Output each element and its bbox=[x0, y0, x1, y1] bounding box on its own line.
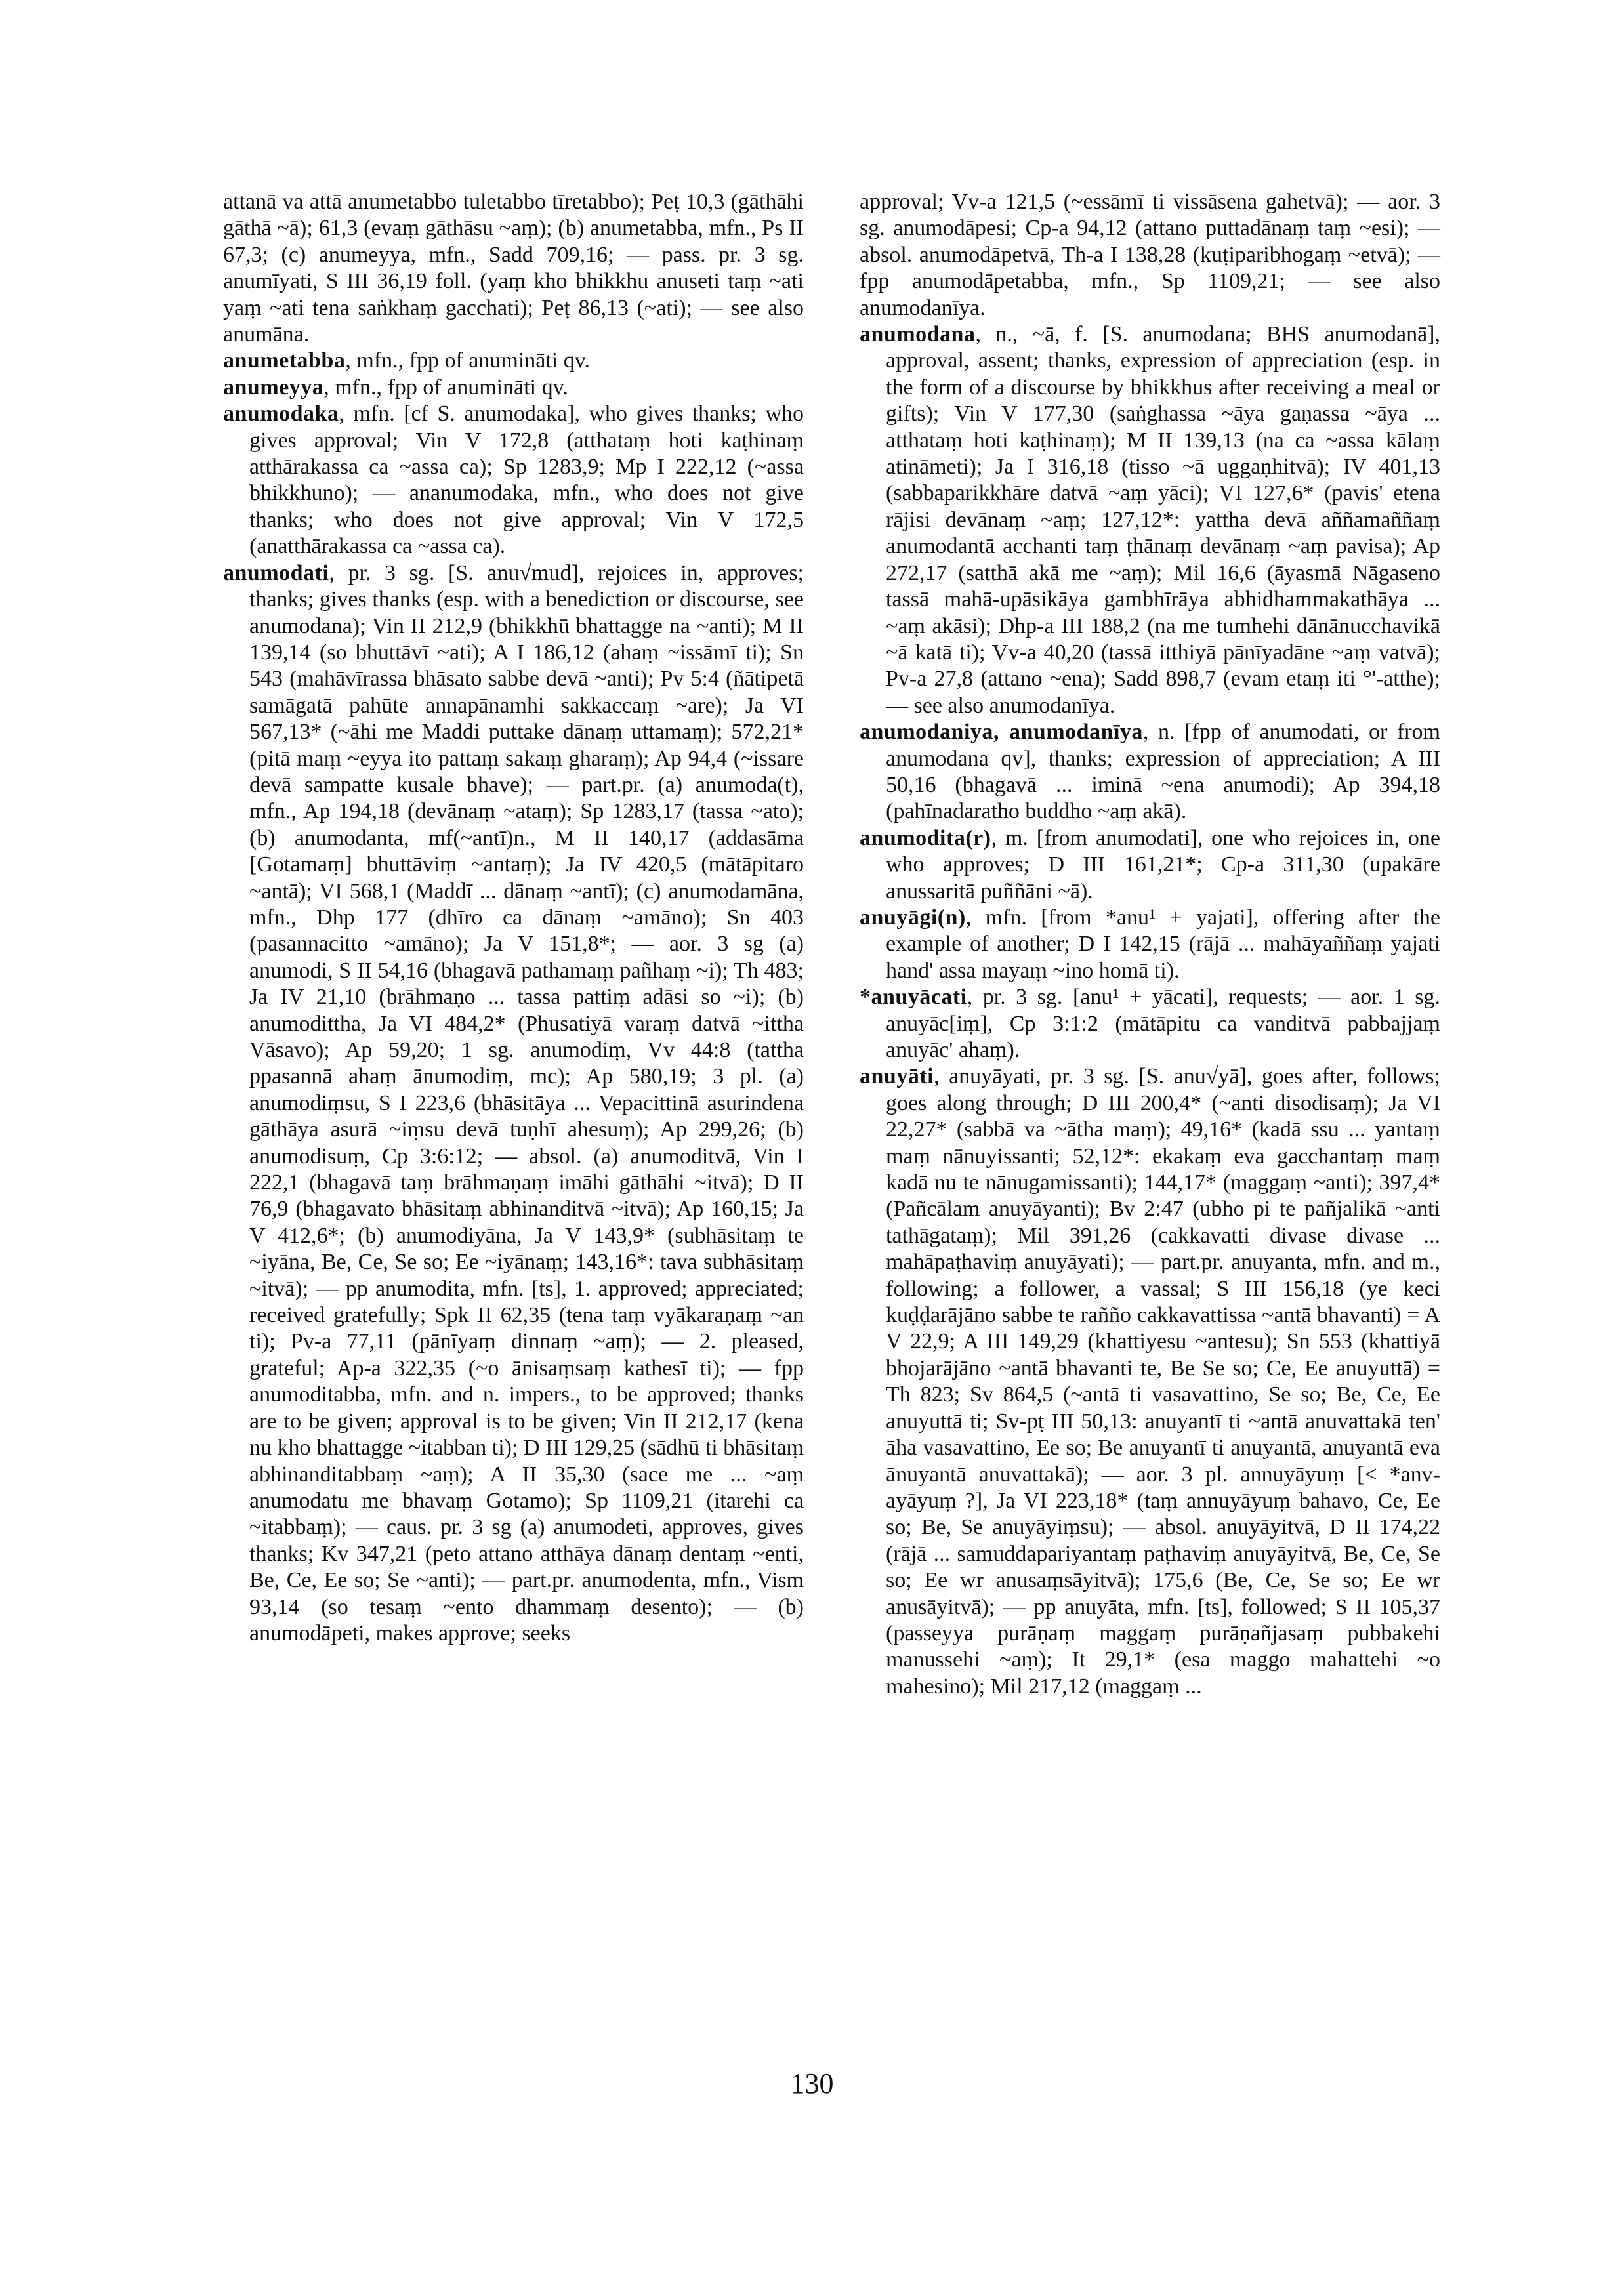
entry-text: approval; Vv-a 121,5 (~essāmī ti vissāsena gahetvā); — aor. 3 sg. anumodāpesi; Cp-a 94,12 (attano puttadānaṃ taṃ ~esi); — absol. anumodāpetvā, Th-a I 138,28 (kuṭiparibhogaṃ ~etvā); — fpp anumodāpetabba, mfn., Sp 1109,21; — see also anumodanīya. bbox=[860, 190, 1440, 320]
entry-continuation bbox=[860, 189, 1440, 321]
entry-text: , n., ~ā, f. [S. anumodana; BHS anumodanā], approval, assent; thanks, expression of appreciation (esp. in the form of a discourse by bhikkhus after receiving a meal or gifts); Vin V 177,30 (saṅghassa ~āya gaṇassa ~āya ... atthataṃ hoti kaṭhinaṃ); M II 139,13 (na ca ~assa kālaṃ atināmeti); Ja I 316,18 (tisso ~ā uggaṇhitvā); IV 401,13 (sabbaparikkhāre datvā ~aṃ yāci); VI 127,6* (pavis' etena rājisi devānaṃ ~aṃ; 127,12*: yattha devā aññamaññaṃ anumodantā acchanti taṃ ṭhānaṃ devānaṃ ~aṃ pavisa); Ap 272,17 (satthā akā me ~aṃ); Mil 16,6 (āyasmā Nāgaseno tassā mahā-upāsikāya gambhīrāya abhidhammakathāya ... ~aṃ akāsi); Dhp-a III 188,2 (na me tumhehi dānānucchavikā ~ā katā ti); Vv-a 40,20 (tassā itthiyā pānīyadāne ~aṃ vatvā); Pv-a 27,8 (attano ~ena); Sadd 898,7 (evam etaṃ iti °'-atthe); — see also anumodanīya. bbox=[886, 322, 1440, 718]
left-column bbox=[223, 189, 804, 1647]
entry-text: , pr. 3 sg. [S. anu√mud], rejoices in, approves; thanks; gives thanks (esp. with a benediction or discourse, see anumodana); Vin II 212,9 (bhikkhū bhattagge na ~anti); M II 139,14 (so bhuttāvī ~ati); A I 186,12 (ahaṃ ~issāmī ti); Sn 543 (mahāvīrassa bhāsato sabbe devā ~anti); Pv 5:4 (ñātipetā samāgatā pahūte annapānamhi sakkaccaṃ ~are); Ja VI 567,13* (~āhi me Maddi puttake dānaṃ uttamaṃ); 572,21* (pitā maṃ ~eyya ito pattaṃ sakaṃ gharaṃ); Ap 94,4 (~issare devā sampatte kusale bhave); — part.pr. (a) anumoda(t), mfn., Ap 194,18 (devānaṃ ~ataṃ); Sp 1283,17 (tassa ~ato); (b) anumodanta, mf(~antī)n., M II 140,17 (addasāma [Gotamaṃ] bhuttāviṃ ~antaṃ); Ja IV 420,5 (mātāpitaro ~antā); VI 568,1 (Maddī ... dānaṃ ~antī); (c) anumodamāna, mfn., Dhp 177 (dhīro ca dānaṃ ~amāno); Sn 403 (pasannacitto ~amāno); Ja V 151,8*; — aor. 3 sg (a) anumodi, S II 54,16 (bhagavā pathamaṃ pañhaṃ ~i); Th 483; Ja IV 21,10 (brāhmaṇo ... tassa pattiṃ adāsi so ~i); (b) anumodittha, Ja VI 484,2* (Phusatiyā varaṃ datvā ~ittha Vāsavo); Ap 59,20; 1 sg. anumodiṃ, Vv 44:8 (tattha ppasannā ahaṃ ānumodiṃ, mc); Ap 580,19; 3 pl. (a) anumodiṃsu, S I 223,6 (bhāsitāya ... Vepacittinā asurindena gāthāya asurā ~iṃsu devā tuṇhī ahesuṃ); Ap 299,26; (b) anumodisuṃ, Cp 3:6:12; — absol. (a) anumoditvā, Vin I 222,1 (bhagavā taṃ brāhmaṇaṃ imāhi gāthāhi ~itvā); D II 76,9 (bhagavato bhāsitaṃ abhinanditvā ~itvā); Ap 160,15; Ja V 412,6*; (b) anumodiyāna, Ja V 143,9* (subhāsitaṃ te ~iyāna, Be, Ce, Se so; Ee ~iyānaṃ; 143,16*: tava subhāsitaṃ ~itvā); — pp anumodita, mfn. [ts], 1. approved; appreciated; received gratefully; Spk II 62,35 (tena taṃ vyākaraṇaṃ ~an ti); Pv-a 77,11 (pānīyaṃ dinnaṃ ~aṃ); — 2. pleased, grateful; Ap-a 322,35 (~o ānisaṃsaṃ kathesī ti); — fpp anumoditabba, mfn. and n. impers., to be approved; thanks are to be given; approval is to be given; Vin II 212,17 (kena nu kho bhattagge ~itabban ti); D III 129,25 (sādhū ti bhāsitaṃ abhinanditabbaṃ ~aṃ); A II 35,30 (sace me ... ~aṃ anumodatu me bhavaṃ Gotamo); Sp 1109,21 (itarehi ca ~itabbaṃ); — caus. pr. 3 sg (a) anumodeti, approves, gives thanks; Kv 347,21 (peto attano atthāya dānaṃ dentaṃ ~enti, Be, Ce, Ee so; Se ~anti); — part.pr. anumodenta, mfn., Vism 93,14 (so tesaṃ ~ento dhammaṃ desento); — (b) anumodāpeti, makes approve; seeks bbox=[249, 560, 804, 1645]
entry-anuyagin bbox=[860, 905, 1440, 984]
headword: anumodaniya, anumodanīya bbox=[860, 720, 1143, 745]
headword: anumodaka bbox=[223, 402, 339, 426]
entry-text: , m. [from anumodati], one who rejoices in, one who approves; D III 161,21*; Cp-a 311,30 (upakāre anussaritā puññāni ~ā). bbox=[886, 825, 1440, 903]
entry-text: , mfn., fpp of anumināti qv. bbox=[323, 375, 568, 400]
entry-anumodana bbox=[860, 321, 1440, 719]
entry-anuyacati bbox=[860, 984, 1440, 1064]
entry-text: , n. [fpp of anumodati, or from anumodana qv], thanks; expression of appreciation; A III 50,16 (bhagavā ... iminā ~ena anumodi); Ap 394,18 (pahīnadaratho buddho ~aṃ akā). bbox=[886, 720, 1441, 824]
entry-anumodaniya bbox=[860, 719, 1440, 825]
headword: anumetabba bbox=[223, 348, 346, 373]
headword: anuyāgi(n) bbox=[860, 905, 966, 930]
headword: anumeyya bbox=[223, 375, 324, 400]
entry-anumodaka bbox=[223, 401, 804, 560]
entry-text: , pr. 3 sg. [anu¹ + yācati], requests; — aor. 1 sg. anuyāc[iṃ], Cp 3:1:2 (mātāpitu ca vanditvā pabbajjaṃ anuyāc' ahaṃ). bbox=[886, 985, 1440, 1062]
entry-text: attanā va attā anumetabbo tuletabbo tīretabbo); Peṭ 10,3 (gāthāhi gāthā ~ā); 61,3 (evaṃ gāthāsu ~aṃ); (b) anumetabba, mfn., Ps II 67,3; (c) anumeyya, mfn., Sadd 709,16; — pass. pr. 3 sg. anumīyati, S III 36,19 foll. (yaṃ kho bhikkhu anuseti taṃ ~ati yaṃ ~ati tena saṅkhaṃ gacchati); Peṭ 86,13 (~ati); — see also anumāna. bbox=[223, 190, 804, 347]
entry-anuyati bbox=[860, 1064, 1440, 1700]
entry-text: , mfn. [cf S. anumodaka], who gives thanks; who gives approval; Vin V 172,8 (atthataṃ hoti kaṭhinaṃ atthārakassa ca ~assa ca); Sp 1283,9; Mp I 222,12 (~assa bhikkhuno); — ananumodaka, mfn., who does not give thanks; who does not give approval; Vin V 172,5 (anatthārakassa ca ~assa ca). bbox=[249, 402, 804, 559]
entry-text: , anuyāyati, pr. 3 sg. [S. anu√yā], goes after, follows; goes along through; D III 200,4* (~anti disodisaṃ); Ja VI 22,27* (sabbā va ~ātha maṃ); 49,16* (kadā ssu ... yantaṃ maṃ nānuyissanti; 52,12*: ekakaṃ eva gacchantaṃ maṃ kadā nu te nānugamissanti); 144,17* (maggaṃ ~anti); 397,4* (Pañcālam anuyāyanti); Bv 2:47 (ubho pi te pañjalikā ~anti tathāgataṃ); Mil 391,26 (cakkavatti divase divase ... mahāpaṭhaviṃ anuyāyati); — part.pr. anuyanta, mfn. and m., following; a follower, a vassal; S III 156,18 (ye keci kuḍḍarājāno sabbe te rañño cakkavattissa ~antā bhavanti) = A V 22,9; A III 149,29 (khattiyesu ~antesu); Sn 553 (khattiyā bhojarājāno ~antā bhavanti te, Be Se so; Ce, Ee anuyuttā) = Th 823; Sv 864,5 (~antā ti vasavattino, Se so; Be, Ce, Ee anuyuttā ti; Sv-pṭ III 50,13: anuyantī ti ~antā anuvattakā ten' āha vasavattino, Ee so; Be anuyantī ti anuyantā, anuyantā eva ānuyantā anuvattakā); — aor. 3 pl. annuyāyuṃ [< *anv-ayāyuṃ ?], Ja VI 223,18* (taṃ annuyāyuṃ bahavo, Ce, Ee so; Be, Se anuyāyiṃsu); — absol. anuyāyitvā, D II 174,22 (rājā ... samuddapariyantaṃ paṭhaviṃ anuyāyitvā, Be, Ce, Se so; Ee wr anusaṃsāyitvā); 175,6 (Be, Ce, Se so; Ee wr anusāyitvā); — pp anuyāta, mfn. [ts], followed; S II 105,37 (passeyya purāṇaṃ maggaṃ purāṇañjasaṃ pubbakehi manussehi ~aṃ); It 29,1* (esa maggo mahattehi ~o mahesino); Mil 217,12 (maggaṃ ... bbox=[886, 1064, 1440, 1699]
entry-anumetabba bbox=[223, 348, 804, 374]
right-column bbox=[860, 189, 1440, 1700]
page-number: 130 bbox=[790, 2067, 834, 2099]
entry-continuation bbox=[223, 189, 804, 348]
entry-anumeyya bbox=[223, 375, 804, 401]
entry-anumodati bbox=[223, 560, 804, 1647]
entry-anumodita bbox=[860, 825, 1440, 905]
headword: anuyāti bbox=[860, 1064, 934, 1089]
entry-text: , mfn. [from *anu¹ + yajati], offering after the example of another; D I 142,15 (rājā ... mahāyaññaṃ yajati hand' assa mayaṃ ~ino homā ti). bbox=[886, 905, 1440, 983]
headword: anumodita(r) bbox=[860, 825, 991, 850]
entry-text: , mfn., fpp of anumināti qv. bbox=[345, 348, 591, 373]
headword: anumodana bbox=[860, 322, 976, 347]
headword: anumodati bbox=[223, 560, 329, 585]
headword: *anuyācati bbox=[860, 985, 967, 1010]
